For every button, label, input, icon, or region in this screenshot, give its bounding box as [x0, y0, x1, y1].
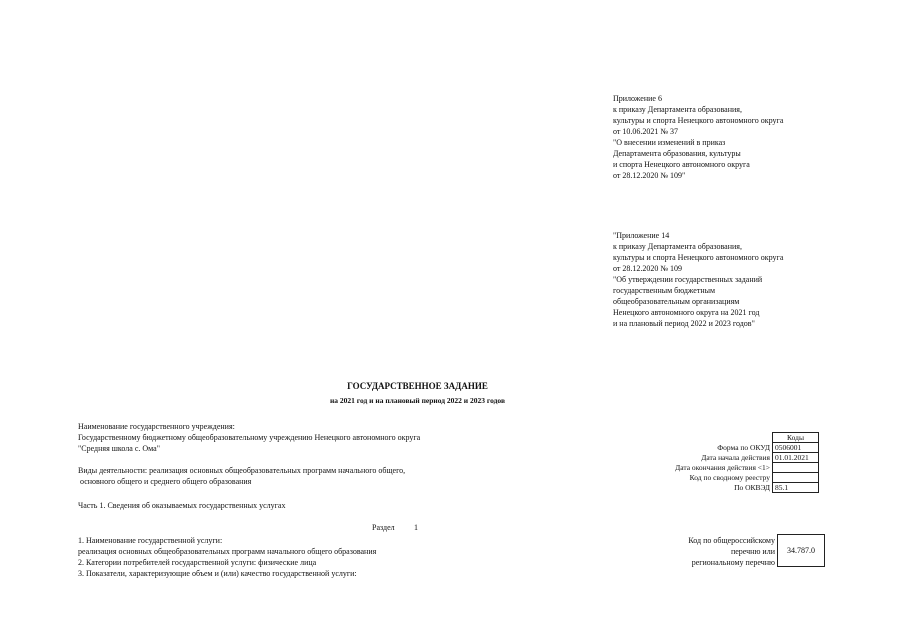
codes-row-value: 01.01.2021 [773, 453, 819, 463]
registry-label: Код по общероссийскому [688, 536, 775, 545]
codes-table [664, 432, 819, 493]
service-name-label: 1. Наименование государственной услуги: [78, 536, 223, 545]
institution-label: Наименование государственного учреждения: [78, 422, 235, 431]
codes-row-value [773, 463, 819, 473]
codes-row-label: Дата начала действия [701, 453, 770, 462]
appendix-14-line: от 28.12.2020 № 109 [613, 264, 683, 273]
codes-row-label: Дата окончания действия <1> [675, 463, 770, 472]
part-1-heading: Часть 1. Сведения об оказываемых государственных услугах [78, 501, 286, 510]
appendix-6-block [613, 93, 783, 181]
document-subtitle: на 2021 год и на плановый период 2022 и 2023 годов [329, 396, 506, 405]
codes-row [664, 473, 819, 483]
institution-name: Государственному бюджетному общеобразовательному учреждению Ненецкого автономного округа [78, 433, 421, 442]
service-name: реализация основных общеобразовательных программ начального общего образования [78, 547, 377, 556]
codes-header-row [664, 433, 819, 443]
codes-row-label: Код по сводному реестру [689, 473, 770, 482]
registry-label: региональному перечню [691, 558, 775, 567]
codes-row [664, 483, 819, 493]
codes-row-value [773, 473, 819, 483]
codes-row [664, 443, 819, 453]
appendix-6-line: Департамента образования, культуры [613, 149, 741, 158]
codes-row [664, 453, 819, 463]
appendix-14-block [613, 230, 783, 329]
registry-code: 34.787.0 [787, 546, 815, 555]
appendix-14-line: "Об утверждении государственных заданий [613, 275, 763, 284]
appendix-14-line: культуры и спорта Ненецкого автономного округа [613, 253, 784, 262]
registry-label: перечню или [730, 547, 775, 556]
section-number: 1 [414, 523, 418, 532]
appendix-14-line: к приказу Департамента образования, [613, 242, 742, 251]
codes-row-value: 0506001 [773, 443, 819, 453]
codes-row-value: 85.1 [773, 483, 819, 493]
appendix-14-line: общеобразовательным организациям [613, 297, 740, 306]
section-label: Раздел [372, 523, 395, 532]
appendix-6-line: и спорта Ненецкого автономного округа [613, 160, 750, 169]
appendix-14-line: "Приложение 14 [613, 231, 670, 240]
codes-row-label: По ОКВЭД [734, 483, 770, 492]
appendix-6-line: к приказу Департамента образования, [613, 105, 742, 114]
indicators-heading: 3. Показатели, характеризующие объем и (или) качество государственной услуги: [78, 569, 357, 578]
appendix-6-line: Приложение 6 [613, 94, 662, 103]
appendix-6-line: культуры и спорта Ненецкого автономного округа [613, 116, 784, 125]
codes-row [664, 463, 819, 473]
institution-name-quoted: "Средняя школа с. Ома" [78, 444, 160, 453]
codes-header: Коды [773, 433, 819, 443]
appendix-14-line: Ненецкого автономного округа на 2021 год [613, 308, 760, 317]
appendix-6-line: от 10.06.2021 № 37 [613, 127, 679, 136]
appendix-6-line: "О внесении изменений в приказ [613, 138, 726, 147]
activities-line: Виды деятельности: реализация основных общеобразовательных программ начального общего, [78, 466, 406, 475]
appendix-14-line: государственным бюджетным [613, 286, 716, 295]
activities-line: основного общего и среднего общего образования [78, 477, 252, 486]
consumer-category: 2. Категории потребителей государственной услуги: физические лица [78, 558, 317, 567]
appendix-6-line: от 28.12.2020 № 109" [613, 171, 686, 180]
codes-row-label: Форма по ОКУД [717, 443, 770, 452]
appendix-14-line: и на плановый период 2022 и 2023 годов" [613, 319, 755, 328]
document-title: ГОСУДАРСТВЕННОЕ ЗАДАНИЕ [347, 381, 488, 391]
registry-code-box [777, 534, 825, 567]
